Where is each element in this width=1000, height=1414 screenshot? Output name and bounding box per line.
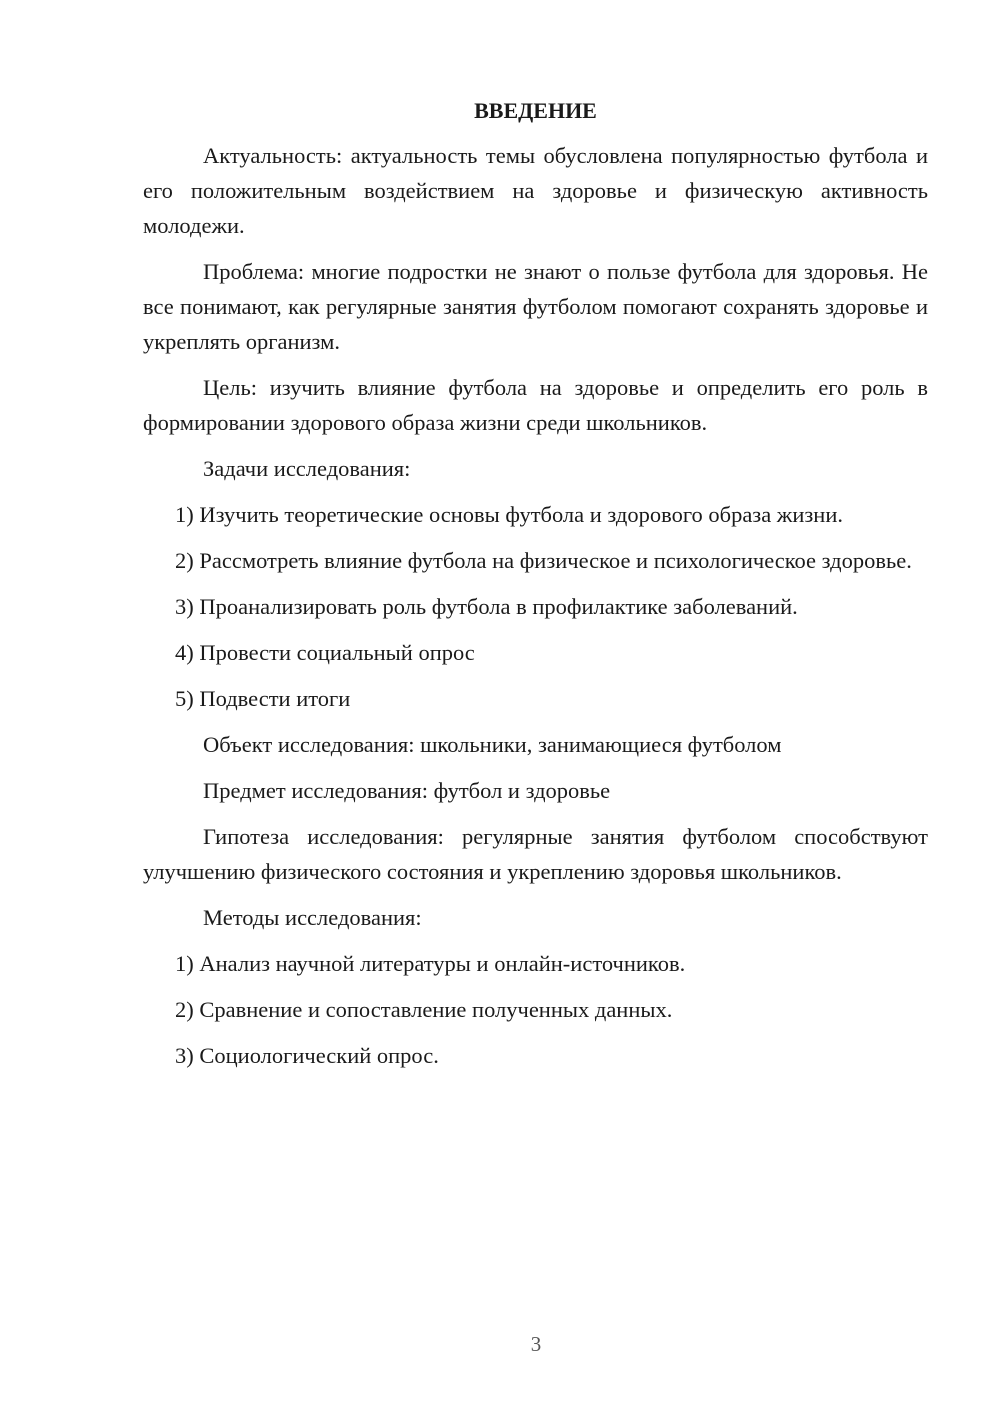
goal-paragraph: Цель: изучить влияние футбола на здоровье и определить его роль в формировании здорового образа жизни среди школьников. xyxy=(143,375,928,435)
task-item: 1) Изучить теоретические основы футбола и здорового образа жизни. xyxy=(175,502,843,527)
task-item: 5) Подвести итоги xyxy=(175,686,351,711)
method-item: 3) Социологический опрос. xyxy=(175,1043,439,1068)
relevance-paragraph: Актуальность: актуальность темы обусловлена популярностью футбола и его положительным воздействием на здоровье и физическую активность молодежи. xyxy=(143,143,928,238)
page-content xyxy=(143,96,928,1084)
task-item: 4) Провести социальный опрос xyxy=(175,640,475,665)
object-paragraph: Объект исследования: школьники, занимающиеся футболом xyxy=(203,732,782,757)
problem-paragraph: Проблема: многие подростки не знают о пользе футбола для здоровья. Не все понимают, как регулярные занятия футболом помогают сохранять здоровье и укреплять организм. xyxy=(143,259,928,354)
page-title: ВВЕДЕНИЕ xyxy=(474,98,597,123)
page-number: 3 xyxy=(530,1332,542,1356)
method-item: 2) Сравнение и сопоставление полученных данных. xyxy=(175,997,673,1022)
task-item: 3) Проанализировать роль футбола в профилактике заболеваний. xyxy=(175,594,798,619)
task-item: 2) Рассмотреть влияние футбола на физическое и психологическое здоровье. xyxy=(175,548,912,573)
subject-paragraph: Предмет исследования: футбол и здоровье xyxy=(203,778,611,803)
hypothesis-paragraph: Гипотеза исследования: регулярные занятия футболом способствуют улучшению физического состояния и укреплению здоровья школьников. xyxy=(143,824,928,884)
method-item: 1) Анализ научной литературы и онлайн-источников. xyxy=(175,951,686,976)
tasks-heading: Задачи исследования: xyxy=(203,456,411,481)
methods-heading: Методы исследования: xyxy=(203,905,422,930)
